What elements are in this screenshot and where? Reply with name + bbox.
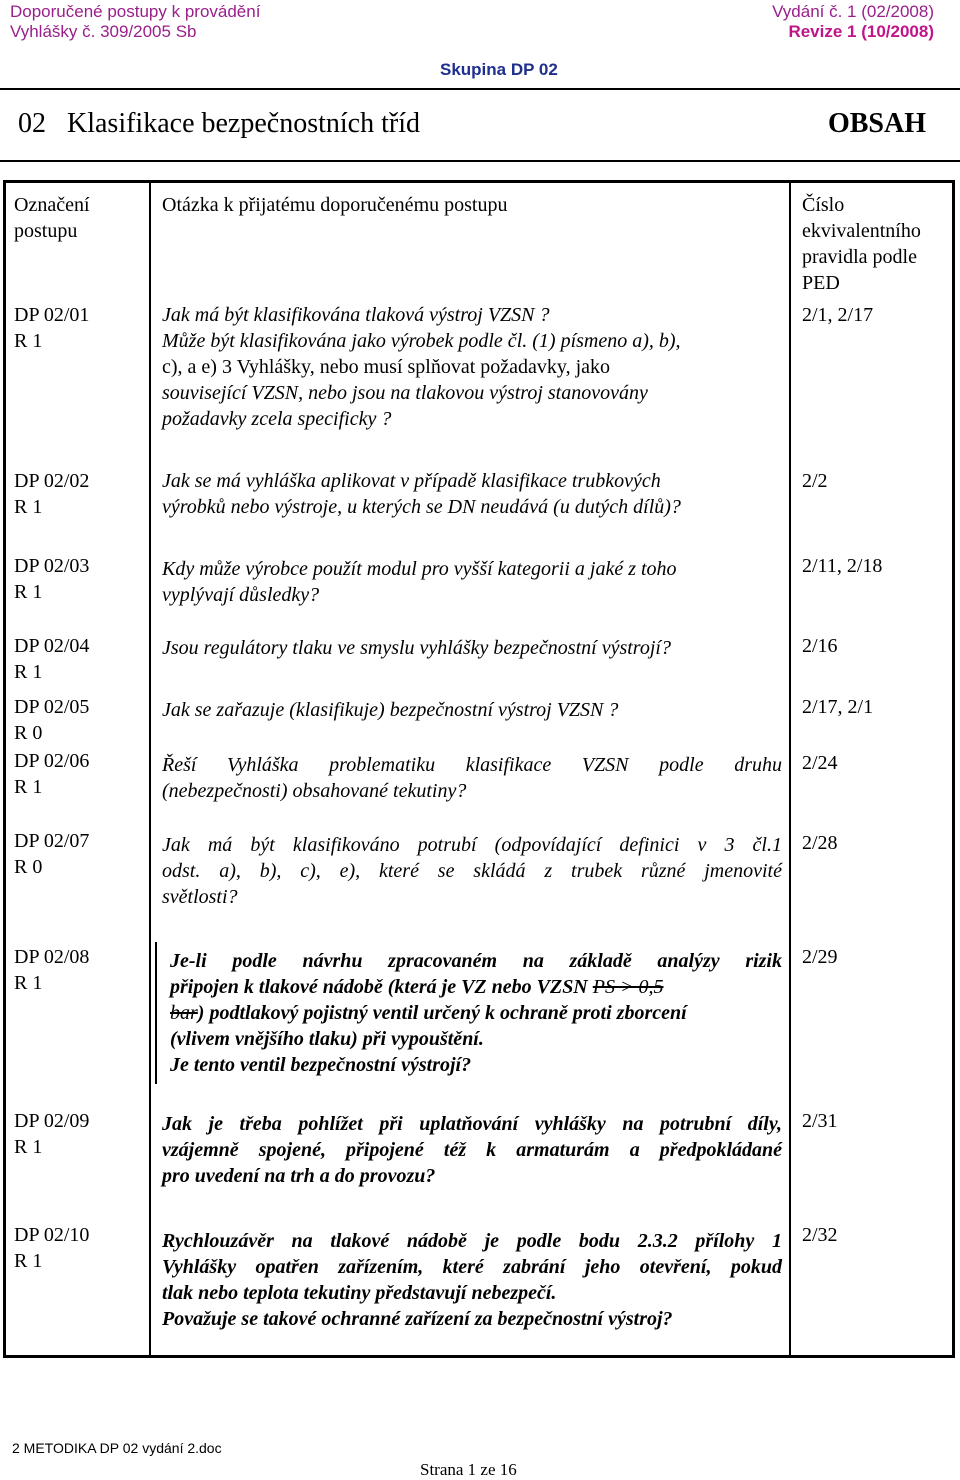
row-ped-dp-02-08: 2/29 — [802, 946, 838, 968]
row-code-dp-02-03: DP 02/03 R 1 — [14, 555, 90, 603]
row-question-dp-02-07: Jak má být klasifikováno potrubí (odpovídající definici v 3 čl.1 odst. a), b), c), e), které se skládá z trubek různé jmenovité světlosti? — [162, 834, 782, 908]
row-question-dp-02-03: Kdy může výrobce použít modul pro vyšší kategorii a jaké z toho vyplývají důsledky? — [162, 558, 677, 606]
header-code: Označení postupu — [14, 194, 90, 242]
row-code-dp-02-10: DP 02/10 R 1 — [14, 1224, 90, 1272]
header-divider-top — [0, 88, 960, 90]
row-question-dp-02-01: Jak má být klasifikována tlaková výstroj VZSN ? Může být klasifikována jako výrobek podle čl. (1) písmeno a), b), c), a e) 3 Vyhlášky, nebo musí splňovat požadavky, jako související VZSN, nebo jsou na tlakovou výstroj stanovovány požadavky zcela specificky ? — [162, 304, 681, 430]
row-code-dp-02-08: DP 02/08 R 1 — [14, 946, 90, 994]
row-ped-dp-02-01: 2/1, 2/17 — [802, 304, 874, 326]
row-ped-dp-02-09: 2/31 — [802, 1110, 838, 1132]
row-ped-dp-02-05: 2/17, 2/1 — [802, 696, 874, 718]
row-question-dp-02-09: Jak je třeba pohlížet při uplatňování vyhlášky na potrubní díly, vzájemně spojené, připojené též k armaturám a předpokládané pro uvedení na trh a do provozu? — [162, 1113, 782, 1187]
column-divider-2 — [789, 180, 791, 1358]
header-question: Otázka k přijatému doporučenému postupu — [162, 194, 508, 216]
header-ped: Číslo ekvivalentního pravidla podle PED — [802, 194, 921, 294]
change-bar — [155, 942, 157, 1084]
section-title: 02 Klasifikace bezpečnostních tříd — [18, 108, 420, 139]
header-edition: Vydání č. 1 (02/2008) — [772, 2, 934, 21]
row-ped-dp-02-04: 2/16 — [802, 635, 838, 657]
row-question-dp-02-10: Rychlouzávěr na tlakové nádobě je podle bodu 2.3.2 přílohy 1 Vyhlášky opatřen zařízením, které zabrání jeho otevření, pokud tlak nebo teplota tekutiny představují nebezpečí. Považuje se takové ochranné zařízení za bezpečnostní výstroj? — [162, 1230, 782, 1330]
row-ped-dp-02-02: 2/2 — [802, 470, 828, 492]
header-revision: Revize 1 (10/2008) — [788, 22, 934, 41]
row-question-dp-02-05: Jak se zařazuje (klasifikuje) bezpečnostní výstroj VZSN ? — [162, 699, 619, 721]
footer-document-name: 2 METODIKA DP 02 vydání 2.doc — [12, 1440, 222, 1456]
contents-title: OBSAH — [827, 108, 926, 139]
header-regulation: Vyhlášky č. 309/2005 Sb — [10, 22, 197, 41]
row-ped-dp-02-07: 2/28 — [802, 832, 838, 854]
row-code-dp-02-06: DP 02/06 R 1 — [14, 750, 90, 798]
row-code-dp-02-01: DP 02/01 R 1 — [14, 304, 90, 352]
row-ped-dp-02-03: 2/11, 2/18 — [802, 555, 883, 577]
header-divider-bottom — [0, 160, 960, 162]
group-label: Skupina DP 02 — [440, 60, 558, 79]
row-question-dp-02-06: Řeší Vyhláška problematiku klasifikace VZSN podle druhu (nebezpečnosti) obsahované tekutiny? — [162, 754, 782, 802]
row-question-dp-02-02: Jak se má vyhláška aplikovat v případě klasifikace trubkových výrobků nebo výstroje, u kterých se DN neudává (u dutých dílů)? — [162, 470, 681, 518]
row-question-dp-02-04: Jsou regulátory tlaku ve smyslu vyhlášky bezpečnostní výstrojí? — [162, 637, 671, 659]
row-code-dp-02-02: DP 02/02 R 1 — [14, 470, 90, 518]
header-doc-title: Doporučené postupy k provádění — [10, 2, 261, 21]
row-code-dp-02-04: DP 02/04 R 1 — [14, 635, 90, 683]
page-header-left — [10, 2, 260, 42]
row-code-dp-02-05: DP 02/05 R 0 — [14, 696, 90, 744]
row-code-dp-02-07: DP 02/07 R 0 — [14, 830, 90, 878]
row-ped-dp-02-06: 2/24 — [802, 752, 838, 774]
column-divider-1 — [149, 180, 151, 1358]
row-code-dp-02-09: DP 02/09 R 1 — [14, 1110, 90, 1158]
row-ped-dp-02-10: 2/32 — [802, 1224, 838, 1246]
footer-page-number: Strana 1 ze 16 — [420, 1460, 517, 1479]
row-question-dp-02-08: Je-li podle návrhu zpracovaném na základě analýzy rizik připojen k tlakové nádobě (která je VZ nebo VZSN PS > 0,5 bar) podtlakový pojistný ventil určený k ochraně proti zborcení (vlivem vnějšího tlaku) při vypouštění. Je tento ventil bezpečnostní výstrojí? — [170, 950, 782, 1076]
